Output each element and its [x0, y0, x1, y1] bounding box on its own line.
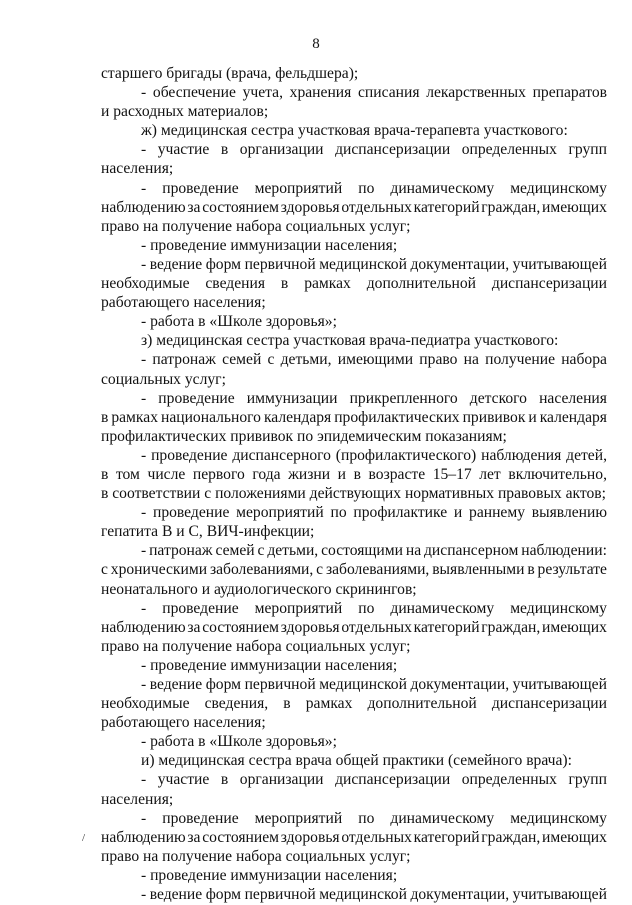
- word: диспансеризации: [491, 695, 607, 713]
- word: на: [463, 351, 479, 369]
- word: групп: [568, 141, 607, 159]
- word: проведение: [162, 179, 239, 197]
- text-line: [101, 446, 607, 465]
- text-line: населения;: [101, 790, 174, 808]
- margin-mark: /: [82, 832, 86, 844]
- word: профилактических: [334, 408, 460, 426]
- word: года: [252, 465, 281, 483]
- text-line: [101, 694, 607, 713]
- word: -: [141, 351, 147, 369]
- word: динамическому: [390, 809, 495, 827]
- word: диспансеризации: [335, 141, 451, 159]
- word: рамках: [304, 275, 351, 293]
- word: и: [528, 408, 537, 426]
- word: -: [141, 389, 147, 407]
- word: семей: [215, 542, 255, 560]
- text-line: неонатального и аудиологического скринингов;: [101, 580, 417, 598]
- word: населения: [539, 389, 607, 407]
- word: заболеваниями,: [209, 561, 314, 579]
- word: мероприятий: [236, 504, 324, 522]
- word: -: [141, 886, 147, 904]
- word: за: [187, 828, 201, 846]
- text-line: з) медицинская сестра участковая врача-педиатра участкового:: [141, 332, 559, 350]
- word: диспансерного: [232, 446, 331, 464]
- word: проведение: [158, 389, 235, 407]
- word: наблюдению: [101, 828, 186, 846]
- text-line: [101, 408, 607, 427]
- word: результате: [537, 561, 607, 579]
- word: категорий: [413, 828, 480, 846]
- word: сведения: [205, 275, 266, 293]
- word: медицинскому: [510, 179, 607, 197]
- word: мероприятий: [254, 179, 343, 197]
- word: мероприятий: [254, 809, 343, 827]
- word: проведение: [162, 809, 239, 827]
- word: имеющих: [542, 828, 607, 846]
- word: наблюдению: [101, 198, 186, 216]
- word: медицинской: [319, 676, 407, 693]
- word: здоровья: [280, 828, 340, 846]
- word: по: [358, 599, 375, 617]
- text-line: право на получение набора социальных услуг;: [101, 217, 411, 235]
- word: первичной: [244, 676, 316, 693]
- text-line: [101, 503, 607, 522]
- word: наблюдении:: [521, 542, 607, 560]
- word: организации: [239, 771, 324, 789]
- word: документации,: [410, 886, 510, 904]
- word: дополнительной: [367, 695, 477, 713]
- text-line: [101, 828, 607, 847]
- word: с: [101, 561, 108, 579]
- text-line: профилактических прививок по эпидемическим показаниям;: [101, 427, 507, 445]
- word: -: [141, 809, 147, 827]
- text-line: [101, 541, 607, 560]
- word: набора: [561, 351, 607, 369]
- page-number: 8: [312, 36, 320, 52]
- word: включительно,: [508, 465, 607, 483]
- text-line: [101, 560, 607, 579]
- word: ведение: [149, 886, 203, 904]
- word: наблюдения: [481, 446, 562, 464]
- word: в: [101, 465, 109, 483]
- text-line: [101, 618, 607, 637]
- word: -: [141, 179, 147, 197]
- text-line: - проведение иммунизации населения;: [141, 656, 398, 674]
- word: здоровья: [280, 618, 340, 636]
- word: национального: [160, 408, 261, 426]
- word: в: [101, 408, 109, 426]
- word: отдельных: [341, 618, 412, 636]
- word: право: [419, 351, 458, 369]
- word: раннему: [469, 504, 526, 522]
- word: 15–17: [432, 465, 472, 483]
- word: медицинской: [319, 255, 407, 273]
- text-line: - проведение иммунизации населения;: [141, 236, 398, 254]
- word: определенных: [461, 141, 557, 159]
- word: с: [257, 542, 265, 560]
- word: в: [280, 275, 289, 293]
- text-line: право на получение набора социальных услуг;: [101, 847, 411, 865]
- word: детей,: [566, 446, 607, 464]
- word: по: [330, 504, 347, 522]
- text-line: старшего бригады (врача, фельдшера);: [101, 65, 359, 82]
- word: состоянием: [202, 828, 280, 846]
- word: профилактике: [353, 504, 448, 522]
- text-line: и) медицинская сестра врача общей практики (семейного врача):: [141, 752, 572, 770]
- word: прикрепленного: [349, 389, 458, 407]
- text-line: работающего населения;: [101, 294, 266, 312]
- word: жизни: [288, 465, 331, 483]
- word: -: [141, 446, 147, 464]
- text-line: - работа в «Школе здоровья»;: [141, 313, 337, 331]
- text-line: [101, 885, 607, 904]
- text-line: гепатита В и С, ВИЧ-инфекции;: [101, 523, 315, 541]
- text-line: в соответствии с положениями действующих нормативных правовых актов;: [101, 485, 607, 503]
- word: -: [141, 676, 147, 693]
- word: имеющими: [337, 351, 414, 369]
- word: здоровья: [280, 198, 340, 216]
- word: диспансеризации: [335, 771, 451, 789]
- word: за: [187, 198, 201, 216]
- word: диспансеризации: [491, 275, 607, 293]
- text-line: - работа в «Школе здоровья»;: [141, 733, 337, 751]
- word: хранения: [289, 84, 352, 102]
- word: необходимые: [101, 695, 190, 713]
- word: патронаж: [152, 351, 216, 369]
- text-line: [101, 599, 607, 618]
- word: в: [220, 771, 229, 789]
- word: -: [141, 771, 147, 789]
- word: необходимые: [101, 275, 190, 293]
- document-body: [101, 64, 607, 904]
- word: с: [267, 351, 275, 369]
- word: форм: [205, 886, 242, 904]
- text-line: [101, 274, 607, 293]
- word: проведение: [162, 599, 239, 617]
- word: отдельных: [341, 828, 412, 846]
- text-line: [101, 179, 607, 198]
- word: списания: [358, 84, 420, 102]
- word: возрасте: [368, 465, 426, 483]
- word: том: [115, 465, 140, 483]
- word: препаратов: [532, 84, 607, 102]
- word: граждан,: [481, 618, 541, 636]
- word: первичной: [244, 255, 316, 273]
- text-line: и расходных материалов;: [101, 103, 269, 121]
- text-line: - проведение иммунизации населения;: [141, 866, 398, 884]
- word: на: [405, 542, 422, 560]
- word: отдельных: [341, 198, 412, 216]
- word: иммунизации: [246, 389, 338, 407]
- word: -: [141, 141, 147, 159]
- word: -: [141, 599, 147, 617]
- word: медицинскому: [510, 599, 607, 617]
- word: выявленными: [432, 561, 525, 579]
- word: в: [527, 561, 535, 579]
- text-line: [101, 389, 607, 408]
- word: ведение: [149, 255, 203, 273]
- word: наблюдению: [101, 618, 186, 636]
- word: определенных: [461, 771, 557, 789]
- word: учета,: [242, 84, 283, 102]
- text-line: [101, 675, 607, 694]
- word: -: [141, 542, 147, 560]
- text-line: [101, 255, 607, 274]
- word: прививок: [462, 408, 526, 426]
- text-line: право на получение набора социальных услуг;: [101, 637, 411, 655]
- word: за: [187, 618, 201, 636]
- word: первого: [192, 465, 245, 483]
- text-line: [101, 83, 607, 102]
- text-line: населения;: [101, 160, 174, 178]
- word: выявлению: [531, 504, 607, 522]
- text-line: [101, 198, 607, 217]
- word: числе: [147, 465, 186, 483]
- word: в: [353, 465, 361, 483]
- word: состоянием: [202, 618, 280, 636]
- word: документации,: [410, 255, 510, 273]
- word: календаря: [263, 408, 332, 426]
- word: рамках: [111, 408, 158, 426]
- word: детьми,: [280, 351, 332, 369]
- text-line: [101, 140, 607, 159]
- word: патронаж: [149, 542, 213, 560]
- word: состоянием: [202, 198, 280, 216]
- word: документации,: [410, 676, 510, 693]
- word: форм: [205, 676, 242, 693]
- word: категорий: [413, 618, 480, 636]
- word: с: [316, 561, 324, 579]
- text-line: социальных услуг;: [101, 370, 226, 388]
- word: заболеваниями,: [325, 561, 430, 579]
- word: получение: [485, 351, 555, 369]
- word: проведение: [151, 446, 228, 464]
- word: граждан,: [481, 828, 541, 846]
- word: сведения,: [204, 695, 269, 713]
- text-line: [101, 465, 607, 484]
- word: по: [358, 809, 375, 827]
- word: лекарственных: [426, 84, 526, 102]
- word: имеющих: [542, 618, 607, 636]
- word: граждан,: [481, 198, 541, 216]
- word: -: [141, 84, 147, 102]
- word: обеспечение: [152, 84, 236, 102]
- word: ведение: [149, 676, 203, 693]
- text-line: [101, 350, 607, 369]
- word: динамическому: [390, 179, 495, 197]
- word: форм: [205, 255, 242, 273]
- text-line: работающего населения;: [101, 714, 266, 732]
- word: учитывающей: [512, 886, 607, 904]
- word: и: [337, 465, 347, 483]
- word: детьми,: [267, 542, 319, 560]
- text-line: ж) медицинская сестра участковая врача-терапевта участкового:: [141, 122, 568, 140]
- text-line: [101, 770, 607, 789]
- word: участие: [157, 771, 210, 789]
- text-line: [101, 809, 607, 828]
- word: лет: [479, 465, 501, 483]
- word: по: [358, 179, 375, 197]
- word: детского: [469, 389, 527, 407]
- word: -: [141, 504, 147, 522]
- word: -: [141, 255, 147, 273]
- word: в: [283, 695, 291, 713]
- word: рамках: [305, 695, 353, 713]
- word: календаря: [539, 408, 607, 426]
- word: семей: [222, 351, 262, 369]
- word: медицинскому: [510, 809, 607, 827]
- word: учитывающей: [512, 255, 607, 273]
- word: учитывающей: [512, 676, 607, 693]
- word: состоящими: [321, 542, 403, 560]
- word: организации: [239, 141, 324, 159]
- word: и: [453, 504, 463, 522]
- word: проведение: [152, 504, 230, 522]
- word: медицинской: [319, 886, 407, 904]
- word: мероприятий: [254, 599, 343, 617]
- word: участие: [157, 141, 210, 159]
- word: групп: [568, 771, 607, 789]
- word: имеющих: [542, 198, 607, 216]
- word: в: [220, 141, 229, 159]
- word: дополнительной: [366, 275, 476, 293]
- word: диспансерном: [424, 542, 519, 560]
- word: (профилактического): [335, 446, 477, 464]
- word: динамическому: [390, 599, 495, 617]
- word: первичной: [244, 886, 316, 904]
- word: хроническими: [110, 561, 208, 579]
- word: категорий: [413, 198, 480, 216]
